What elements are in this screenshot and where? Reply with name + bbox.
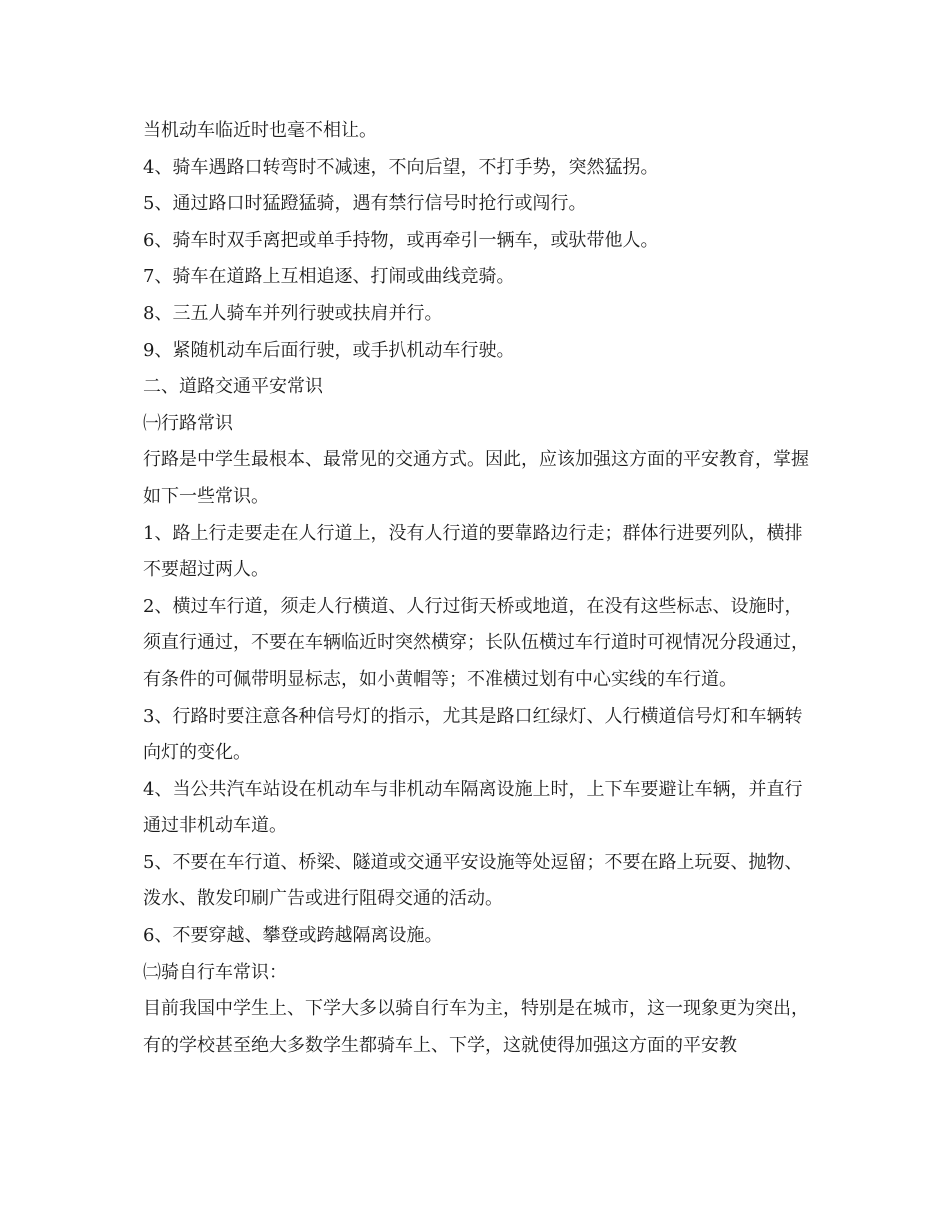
paragraph-6: 8、三五人骑车并列行驶或扶肩并行。: [143, 302, 443, 324]
paragraph-11: 1、路上行走要走在人行道上，没有人行道的要靠路边行走；群体行进要列队，横排不要超过两人。: [143, 522, 803, 581]
paragraph-10: 行路是中学生最根本、最常见的交通方式。因此，应该加强这方面的平安教育，掌握如下一些常识。: [143, 449, 809, 507]
section-heading: 二、道路交通平安常识: [143, 376, 323, 398]
subsection-heading-walking: ㈠行路常识: [143, 412, 233, 434]
paragraph-1: 当机动车临近时也毫不相让。: [143, 120, 377, 141]
paragraph-2: 4、骑车遇路口转弯时不减速，不向后望，不打手势，突然猛拐。: [143, 156, 659, 178]
paragraph-5: 7、骑车在道路上互相追逐、打闹或曲线竞骑。: [143, 266, 515, 288]
paragraph-18: 目前我国中学生上、下学大多以骑自行车为主，特别是在城市，这一现象更为突出，有的学校甚至绝大多数学生都骑车上、下学，这就使得加强这方面的平安教: [143, 998, 809, 1056]
paragraph-14: 4、当公共汽车站设在机动车与非机动车隔离设施上时，上下车要避让车辆，并直行通过非机动车道。: [143, 778, 803, 837]
paragraph-3: 5、通过路口时猛蹬猛骑，遇有禁行信号时抢行或闯行。: [143, 193, 587, 215]
paragraph-15: 5、不要在车行道、桥梁、隧道或交通平安设施等处逗留；不要在路上玩耍、抛物、泼水、散发印刷广告或进行阻碍交通的活动。: [143, 851, 803, 910]
paragraph-7: 9、紧随机动车后面行驶，或手扒机动车行驶。: [143, 339, 515, 361]
paragraph-12: 2、横过车行道，须走人行横道、人行过街天桥或地道，在没有这些标志、设施时，须直行通过，不要在车辆临近时突然横穿；长队伍横过车行道时可视情况分段通过，有条件的可佩带明显标志，如小黄帽等；不准横过划有中心实线的车行道。: [143, 595, 809, 690]
paragraph-13: 3、行路时要注意各种信号灯的指示，尤其是路口红绿灯、人行横道信号灯和车辆转向灯的变化。: [143, 705, 803, 764]
paragraph-16: 6、不要穿越、攀登或跨越隔离设施。: [143, 925, 443, 947]
document-body: [143, 113, 811, 1064]
subsection-heading-cycling: ㈡骑自行车常识：: [143, 961, 287, 983]
paragraph-4: 6、骑车时双手离把或单手持物，或再牵引一辆车，或驮带他人。: [143, 229, 659, 251]
